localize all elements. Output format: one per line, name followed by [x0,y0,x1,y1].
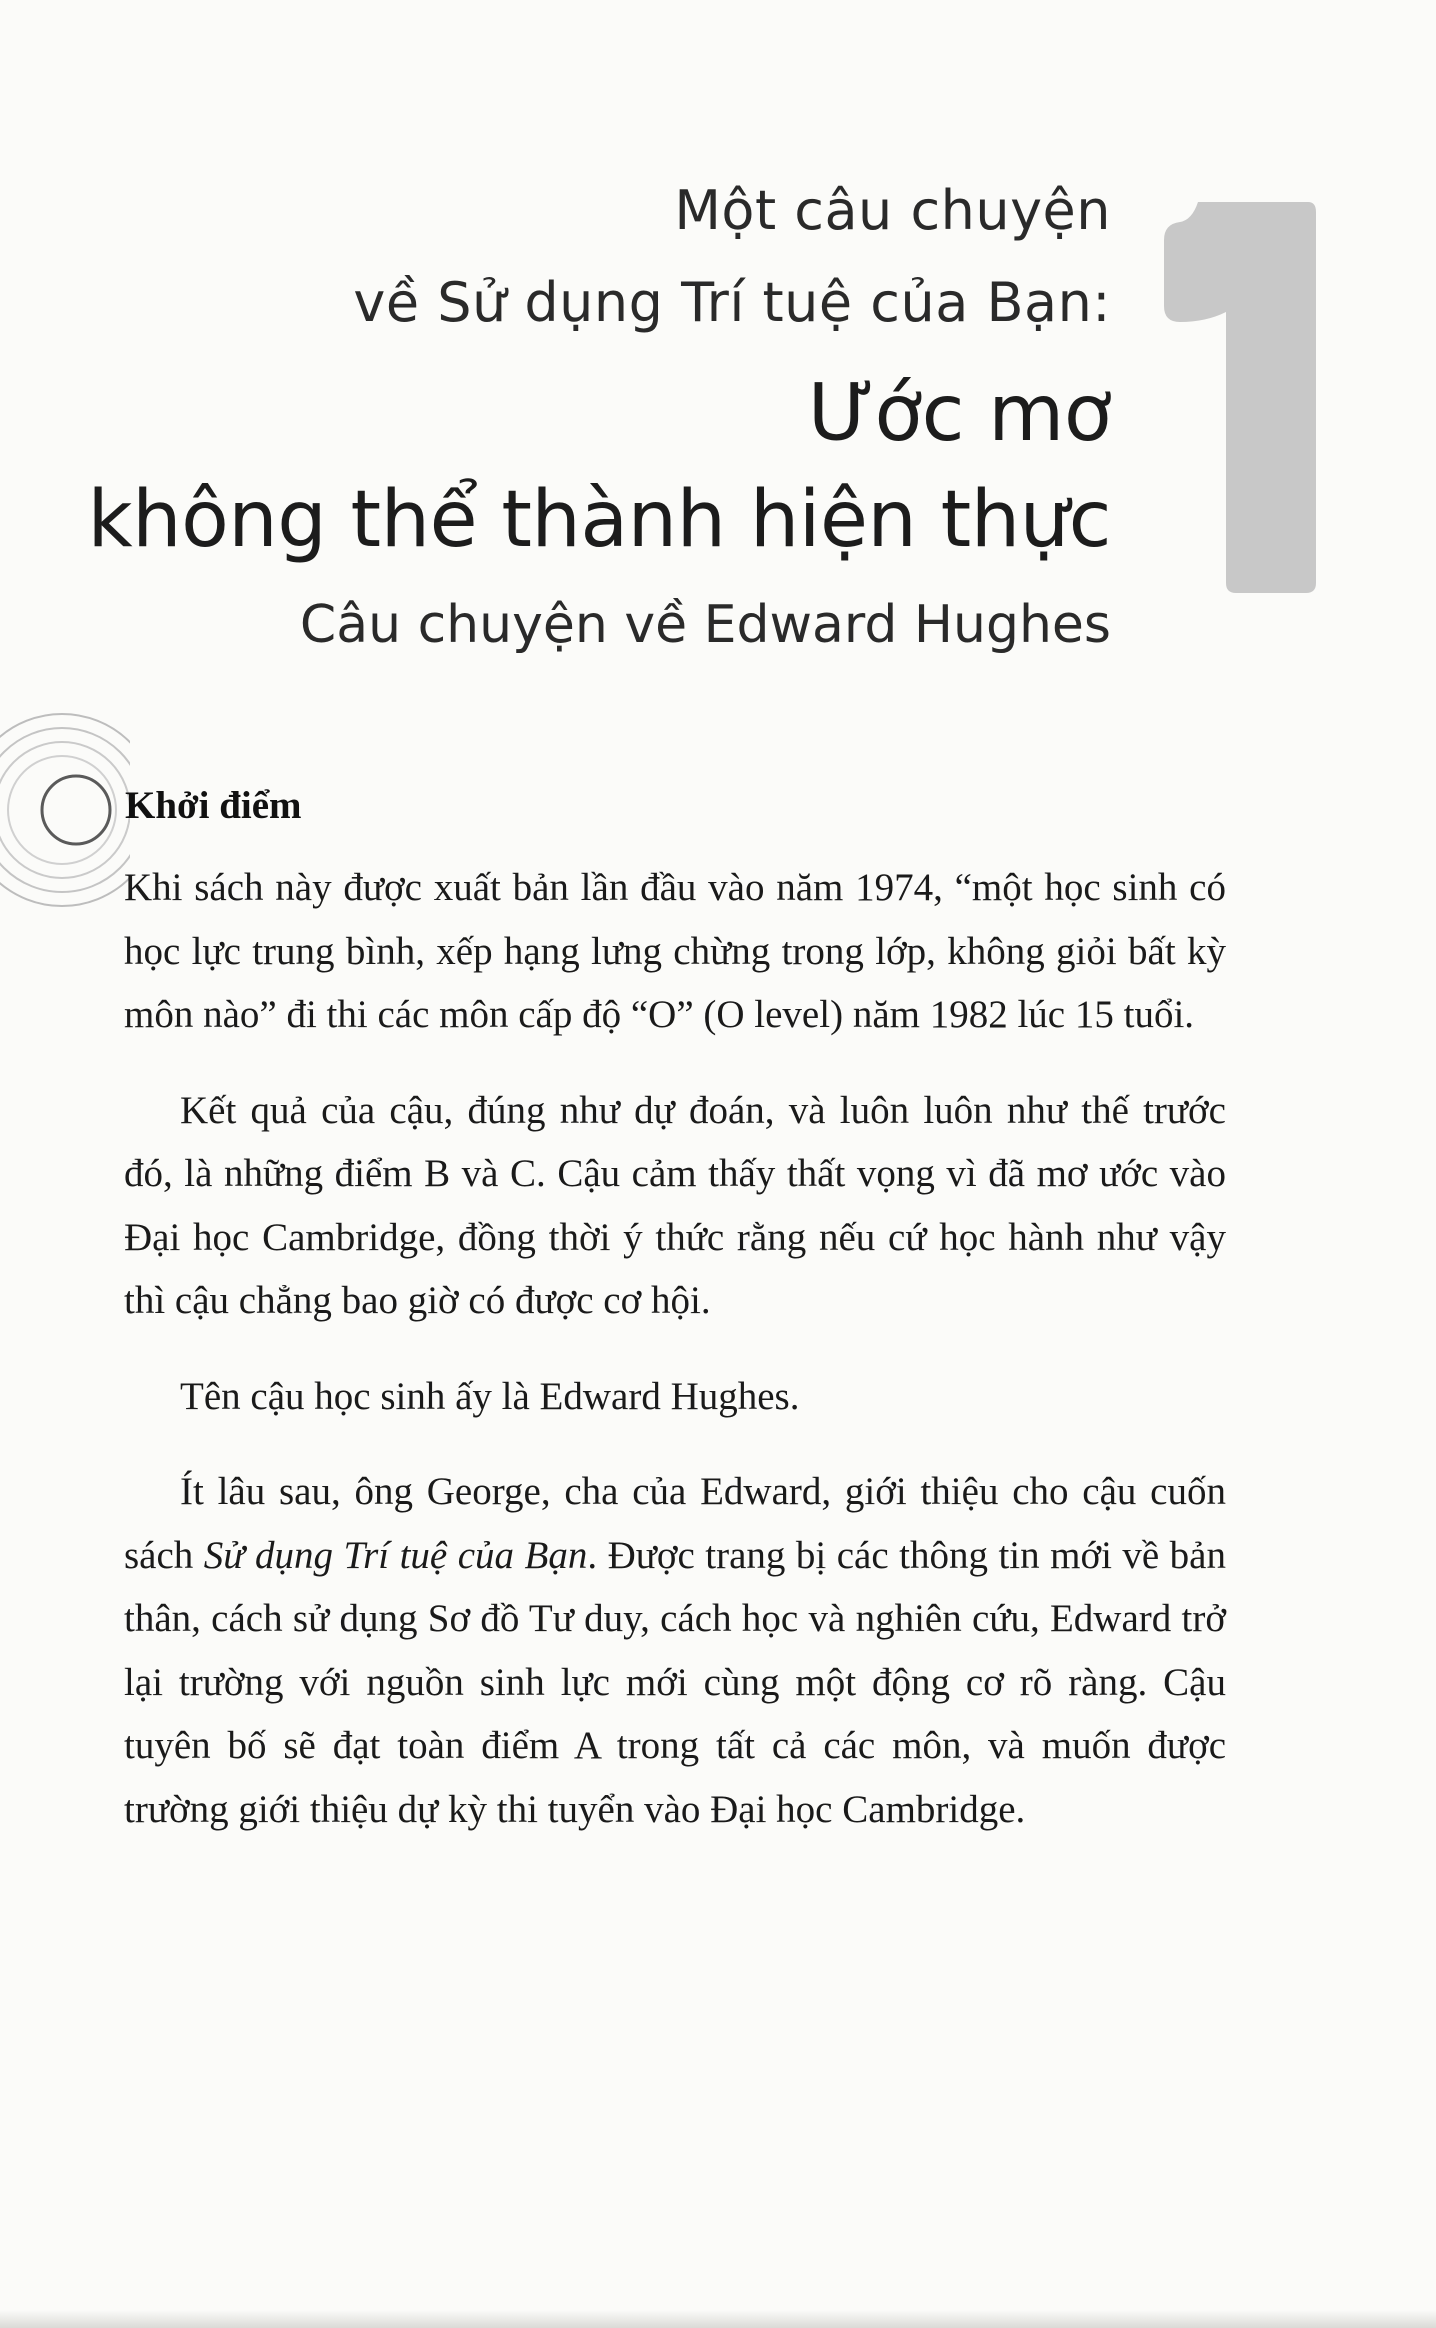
chapter-subtitle: Câu chuyện về Edward Hughes [299,595,1111,655]
chapter-number-graphic [1158,200,1318,595]
page-bottom-edge [0,2310,1436,2328]
chapter-number-text: 1 [1266,452,1274,463]
chapter-title-line-1: Ước mơ [807,369,1111,459]
paragraph-4 [124,1460,1226,1841]
paragraph-4-text-start: Ít lâu sau, ông George, cha của Edward, giới thiệu cho cậu cuốn sách [124,1470,1226,1577]
paragraph-1: Khi sách này được xuất bản lần đầu vào năm 1974, “một học sinh có học lực trung bình, xếp hạng lưng chừng trong lớp, không giỏi bất kỳ môn nào” đi thi các môn cấp độ “O” (O level) năm 1982 lúc 15 tuổi. [124,866,1226,1036]
book-title-italic: Sử dụng Trí tuệ của Bạn [203,1533,588,1577]
chapter-heading [87,165,1111,667]
section-heading: Khởi điểm [125,784,302,827]
body-text [124,856,1226,1873]
chapter-number-shape [1164,202,1316,593]
paragraph-3: Tên cậu học sinh ấy là Edward Hughes. [180,1374,800,1418]
chapter-title-line-2: không thể thành hiện thực [87,475,1111,565]
paragraph-2: Kết quả của cậu, đúng như dự đoán, và luôn luôn như thế trước đó, là những điểm B và C. Cậu cảm thấy thất vọng vì đã mơ ước vào Đại học Cambridge, đồng thời ý thức rằng nếu cứ học hành như vậy thì cậu chẳng bao giờ có được cơ hội. [124,1088,1226,1322]
chapter-kicker-line-1: Một câu chuyện [674,179,1111,242]
paragraph-4-text-end: . Được trang bị các thông tin mới về bản thân, cách sử dụng Sơ đồ Tư duy, cách học và nghiên cứu, Edward trở lại trường với nguồn sinh lực mới cùng một động cơ rõ ràng. Cậu tuyên bố sẽ đạt toàn điểm A trong tất cả các môn, và muốn được trường giới thiệu dự kỳ thi tuyển vào Đại học Cambridge. [124,1533,1226,1831]
circle-ornament-icon [0,700,130,920]
chapter-kicker-line-2: về Sử dụng Trí tuệ của Bạn: [353,271,1111,334]
